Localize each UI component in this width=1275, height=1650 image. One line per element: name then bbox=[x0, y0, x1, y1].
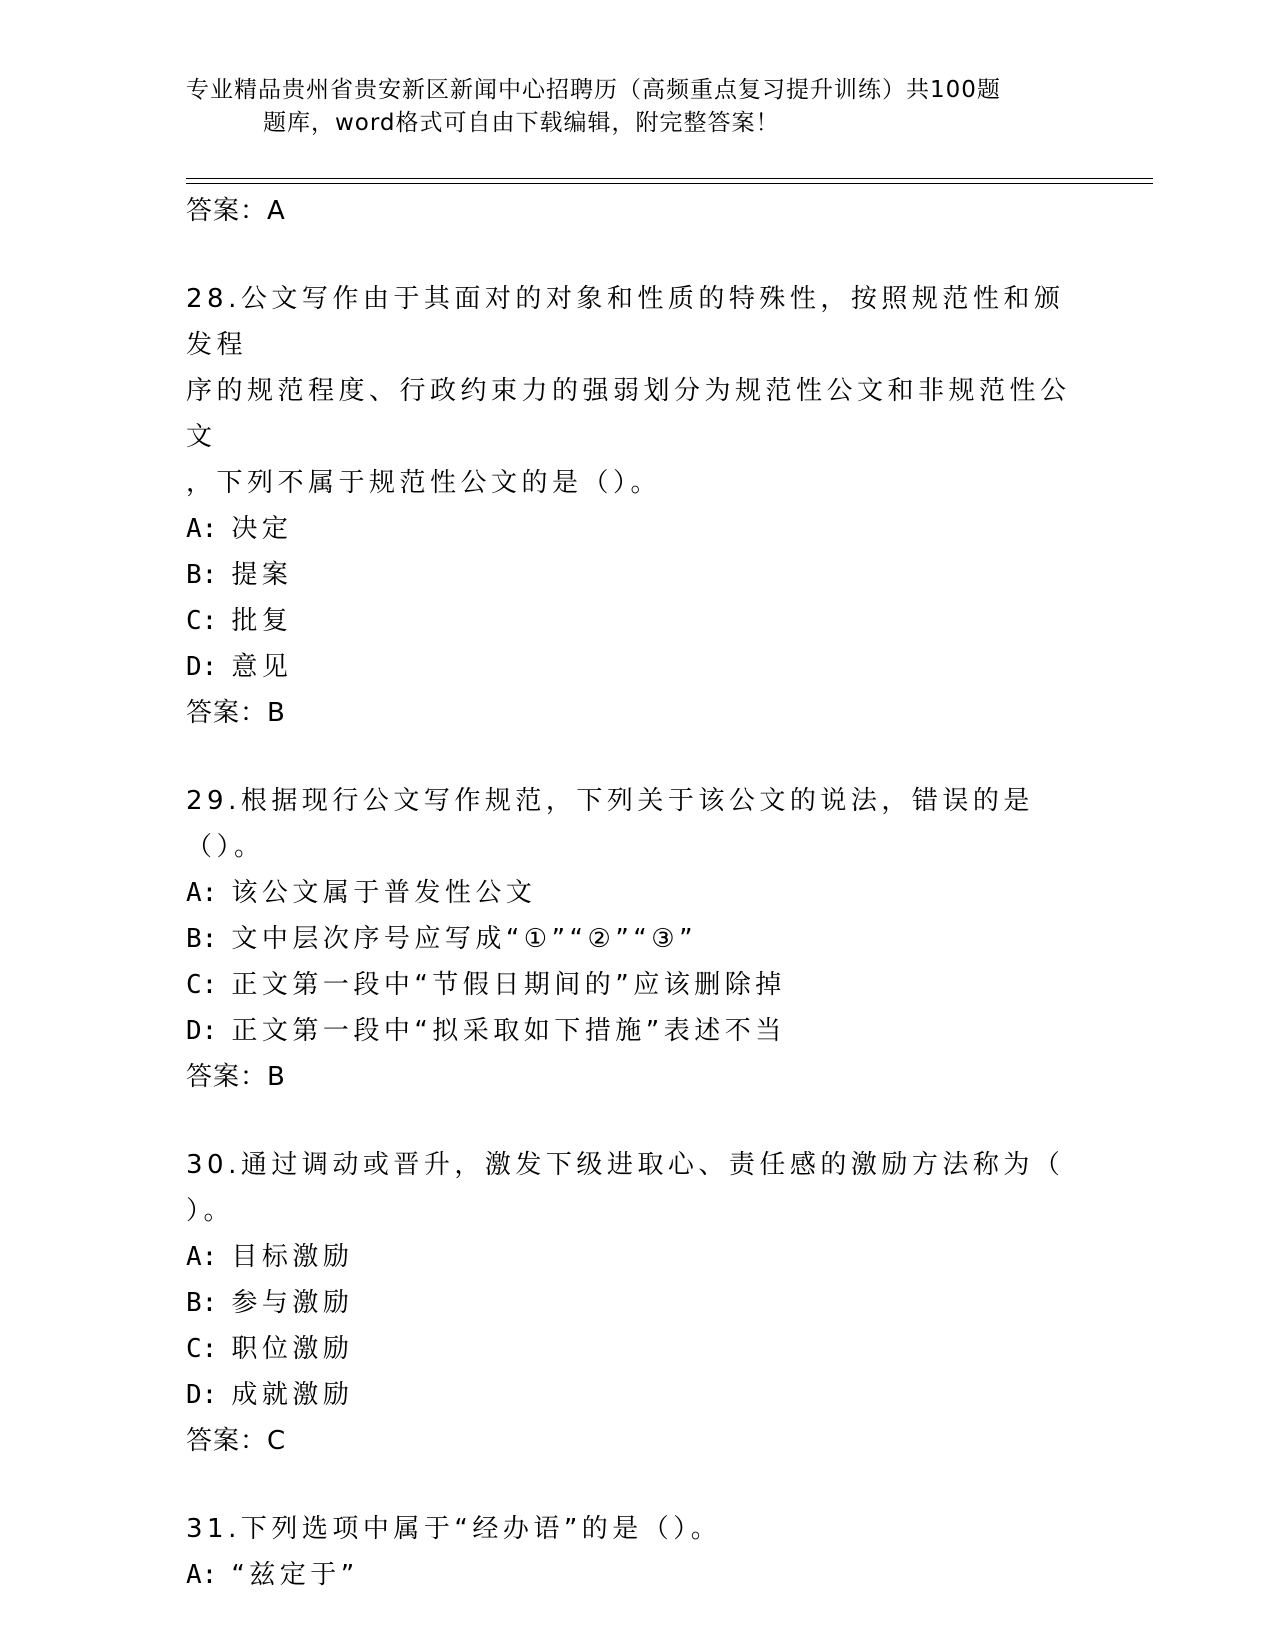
question-stem-line: ，下列不属于规范性公文的是（）。 bbox=[186, 468, 662, 498]
header-divider-bottom bbox=[186, 183, 1153, 184]
option-key: D: bbox=[186, 1016, 218, 1046]
option-d bbox=[186, 644, 1086, 690]
header-title-line-2: 题库，word格式可自由下载编辑，附完整答案！ bbox=[263, 110, 780, 136]
question-stem-line: 28.公文写作由于其面对的对象和性质的特殊性，按照规范性和颁发程 bbox=[186, 284, 1065, 360]
spacer bbox=[186, 1100, 1086, 1142]
option-text: 提案 bbox=[231, 560, 293, 590]
question-stem-line: 序的规范程度、行政约束力的强弱划分为规范性公文和非规范性公文 bbox=[186, 376, 1071, 452]
question-stem-line: 30.通过调动或晋升，激发下级进取心、责任感的激励方法称为（ bbox=[186, 1150, 1065, 1180]
question-31 bbox=[186, 1506, 1086, 1598]
header-divider-top bbox=[186, 178, 1153, 179]
option-text: “兹定于” bbox=[231, 1560, 359, 1590]
option-text: 意见 bbox=[231, 652, 293, 682]
option-text: 文中层次序号应写成“①”“②”“③” bbox=[231, 924, 698, 954]
question-stem-line: 29.根据现行公文写作规范，下列关于该公文的说法，错误的是（）。 bbox=[186, 786, 1034, 862]
question-stem-line: 31.下列选项中属于“经办语”的是（）。 bbox=[186, 1514, 722, 1544]
option-b bbox=[186, 1280, 1086, 1326]
option-text: 职位激励 bbox=[231, 1334, 354, 1364]
option-text: 批复 bbox=[231, 606, 293, 636]
option-text: 目标激励 bbox=[231, 1242, 354, 1272]
option-b bbox=[186, 552, 1086, 598]
spacer bbox=[186, 1464, 1086, 1506]
option-d bbox=[186, 1008, 1086, 1054]
option-text: 参与激励 bbox=[231, 1288, 354, 1318]
option-key: A: bbox=[186, 514, 218, 544]
option-key: B: bbox=[186, 560, 218, 590]
answer-line: 答案：B bbox=[186, 1062, 286, 1092]
option-key: C: bbox=[186, 970, 218, 1000]
option-key: A: bbox=[186, 1242, 218, 1272]
question-stem-line: ）。 bbox=[186, 1196, 235, 1226]
spacer bbox=[186, 736, 1086, 778]
option-a bbox=[186, 1552, 1086, 1598]
question-stem bbox=[186, 1506, 1086, 1552]
header-title-line-1: 专业精品贵州省贵安新区新闻中心招聘历（高频重点复习提升训练）共100题 bbox=[186, 77, 1001, 103]
option-key: C: bbox=[186, 1334, 218, 1364]
answer-line: 答案：C bbox=[186, 1426, 287, 1456]
option-d bbox=[186, 1372, 1086, 1418]
option-text: 成就激励 bbox=[231, 1380, 354, 1410]
answer-line: 答案：B bbox=[186, 698, 286, 728]
answer-line: 答案：A bbox=[186, 196, 286, 226]
option-key: B: bbox=[186, 1288, 218, 1318]
option-text: 决定 bbox=[231, 514, 293, 544]
spacer bbox=[186, 234, 1086, 276]
question-stem bbox=[186, 778, 1086, 870]
question-30 bbox=[186, 1142, 1086, 1464]
option-b bbox=[186, 916, 1086, 962]
document-body bbox=[186, 188, 1086, 1598]
option-c bbox=[186, 962, 1086, 1008]
option-c bbox=[186, 1326, 1086, 1372]
option-key: A: bbox=[186, 878, 218, 908]
option-key: A: bbox=[186, 1560, 218, 1590]
question-29 bbox=[186, 778, 1086, 1100]
option-text: 该公文属于普发性公文 bbox=[231, 878, 537, 908]
question-stem bbox=[186, 1142, 1086, 1234]
option-text: 正文第一段中“节假日期间的”应该删除掉 bbox=[231, 970, 786, 1000]
question-28 bbox=[186, 276, 1086, 736]
option-a bbox=[186, 870, 1086, 916]
option-key: D: bbox=[186, 1380, 218, 1410]
page-header bbox=[186, 74, 1066, 140]
option-key: C: bbox=[186, 606, 218, 636]
option-a bbox=[186, 1234, 1086, 1280]
option-key: D: bbox=[186, 652, 218, 682]
option-key: B: bbox=[186, 924, 218, 954]
option-text: 正文第一段中“拟采取如下措施”表述不当 bbox=[231, 1016, 786, 1046]
option-a bbox=[186, 506, 1086, 552]
option-c bbox=[186, 598, 1086, 644]
question-stem bbox=[186, 276, 1086, 506]
